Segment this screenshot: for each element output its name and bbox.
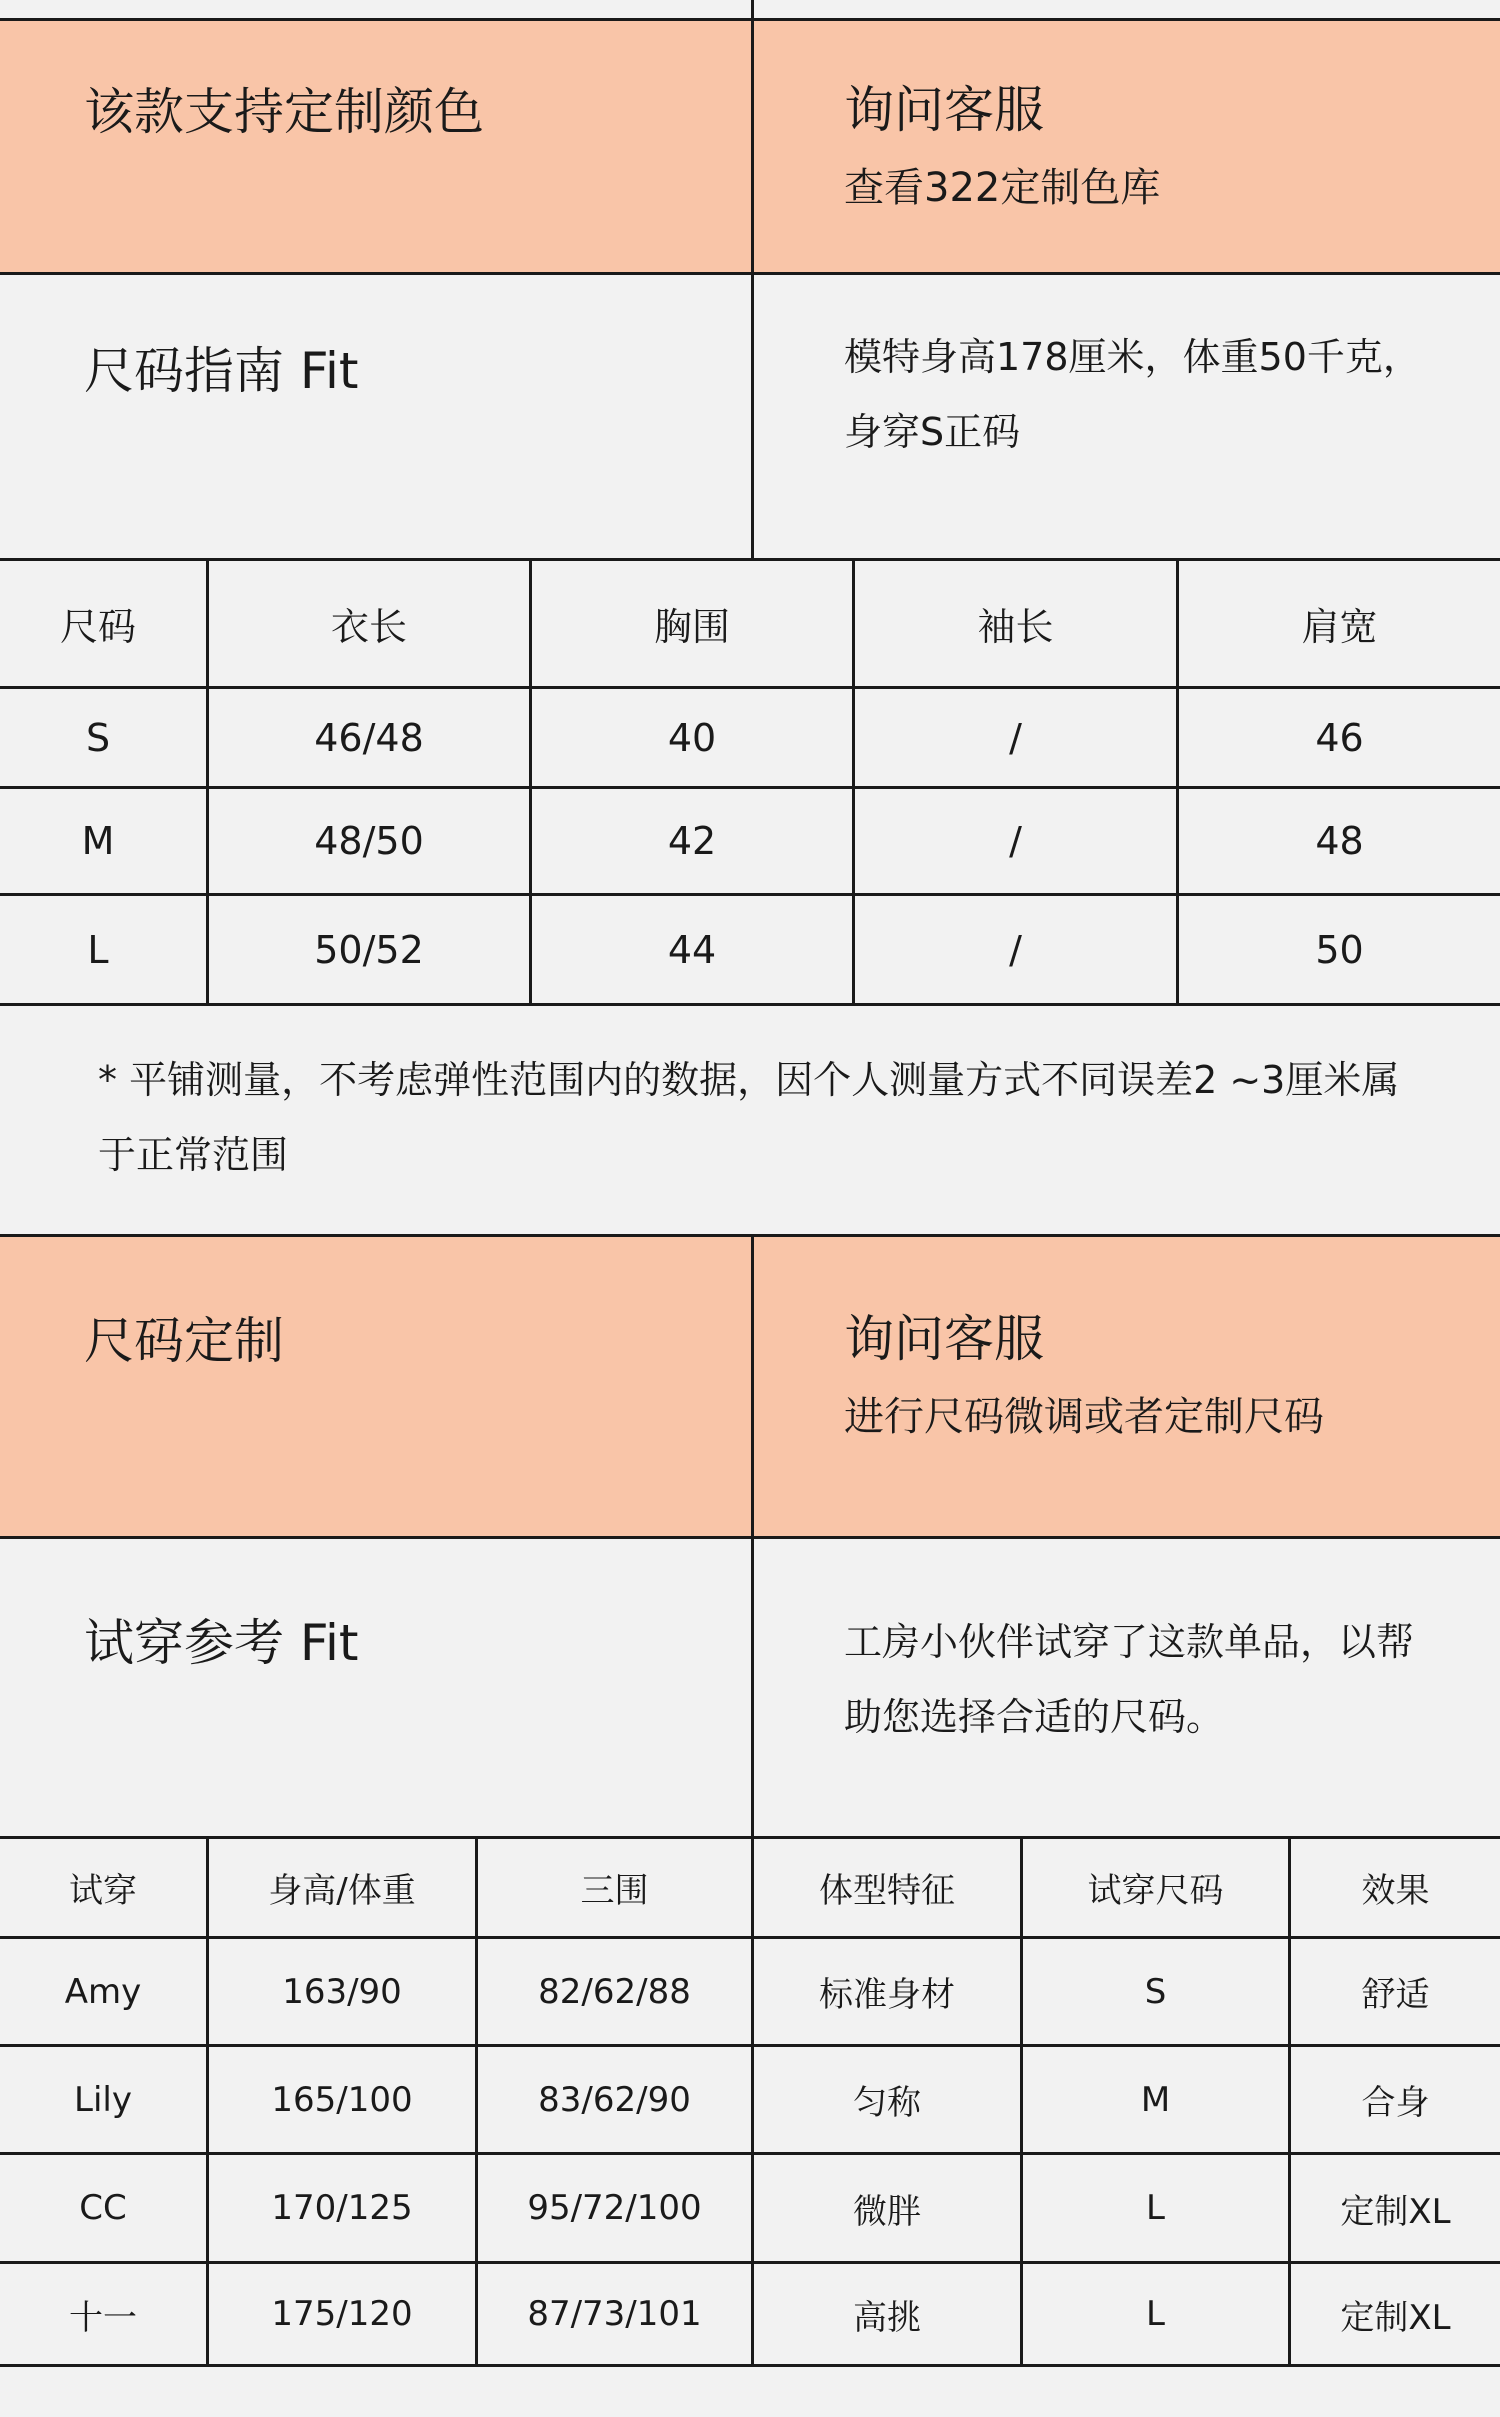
try-table-cell: L xyxy=(1146,2294,1165,2334)
divider xyxy=(0,2364,1500,2367)
size-table-cell: 48/50 xyxy=(314,819,424,863)
size-table-cell: 42 xyxy=(667,819,717,863)
custom-size-section-bg xyxy=(0,1237,1500,1536)
ask-service-title[interactable]: 询问客服 xyxy=(844,1310,1044,1368)
model-note: 模特身高178厘米，体重50千克，身穿S正码 xyxy=(844,335,1421,454)
divider xyxy=(751,1234,754,1839)
size-table-cell: / xyxy=(1009,715,1022,760)
size-table-cell: M xyxy=(81,819,115,863)
size-table-header: 袖长 xyxy=(977,605,1054,649)
try-table-cell: 定制XL xyxy=(1340,2297,1451,2338)
try-table-cell: 95/72/100 xyxy=(527,2188,702,2228)
size-table-cell: 40 xyxy=(667,715,717,760)
size-table-cell: / xyxy=(1009,927,1022,972)
divider xyxy=(0,272,1500,275)
try-table-cell: 舒适 xyxy=(1361,1975,1430,2015)
size-table-cell: S xyxy=(85,715,111,760)
size-table-header: 胸围 xyxy=(653,605,730,649)
try-table-header: 身高/体重 xyxy=(268,1871,416,1911)
try-table-cell: 十一 xyxy=(69,2297,137,2338)
try-table-cell: 87/73/101 xyxy=(527,2294,702,2334)
try-table-cell: Lily xyxy=(74,2079,132,2120)
try-table-cell: 83/62/90 xyxy=(538,2079,691,2120)
try-on-title: 试穿参考 Fit xyxy=(84,1614,359,1672)
try-table-header: 效果 xyxy=(1361,1871,1430,1911)
size-table-cell: 50 xyxy=(1315,927,1364,972)
color-library-link[interactable]: 查看322定制色库 xyxy=(844,165,1161,211)
size-table-cell: 50/52 xyxy=(314,927,424,972)
try-table-cell: CC xyxy=(79,2188,127,2228)
divider xyxy=(0,18,1500,21)
try-on-note: 工房小伙伴试穿了这款单品，以帮助您选择合适的尺码。 xyxy=(844,1620,1415,1739)
try-table-cell: S xyxy=(1144,1971,1167,2012)
size-table-cell: 46/48 xyxy=(314,715,424,760)
try-table-cell: 82/62/88 xyxy=(538,1971,691,2012)
size-guide-title: 尺码指南 Fit xyxy=(84,342,359,400)
try-table-cell: M xyxy=(1140,2079,1171,2120)
size-table-cell: / xyxy=(1009,819,1022,863)
try-table-cell: Amy xyxy=(64,1971,142,2012)
measurement-note: * 平铺测量，不考虑弹性范围内的数据，因个人测量方式不同误差2 ~3厘米属于正常范围 xyxy=(98,1058,1400,1177)
size-table-header: 尺码 xyxy=(59,605,136,649)
size-table-cell: L xyxy=(87,927,109,972)
try-table-cell: L xyxy=(1146,2188,1165,2228)
try-table-cell: 高挑 xyxy=(853,2297,921,2338)
try-table-cell: 匀称 xyxy=(853,2083,921,2123)
custom-color-title: 该款支持定制颜色 xyxy=(84,83,484,141)
size-adjust-link[interactable]: 进行尺码微调或者定制尺码 xyxy=(844,1394,1324,1440)
try-table-cell: 163/90 xyxy=(282,1971,402,2012)
try-table-cell: 标准身材 xyxy=(819,1975,955,2015)
divider xyxy=(751,0,754,560)
try-table-header: 试穿尺码 xyxy=(1087,1871,1224,1911)
try-table-cell: 定制XL xyxy=(1340,2191,1451,2232)
try-table-cell: 165/100 xyxy=(271,2079,413,2120)
try-table-cell: 175/120 xyxy=(271,2294,413,2334)
divider xyxy=(0,1003,1500,1006)
size-table-header: 衣长 xyxy=(330,605,407,649)
try-table-cell: 微胖 xyxy=(853,2191,921,2232)
try-table-header: 试穿 xyxy=(69,1871,137,1911)
custom-size-title: 尺码定制 xyxy=(84,1312,284,1370)
size-table-cell: 48 xyxy=(1315,819,1364,863)
try-table-cell: 合身 xyxy=(1361,2083,1430,2123)
size-table-header: 肩宽 xyxy=(1301,605,1378,649)
size-table-cell: 46 xyxy=(1315,715,1364,760)
color-section-bg xyxy=(0,20,1500,273)
size-table-cell: 44 xyxy=(667,927,717,972)
ask-service-title[interactable]: 询问客服 xyxy=(844,81,1044,139)
try-table-header: 体型特征 xyxy=(819,1871,955,1911)
divider xyxy=(0,1536,1500,1539)
try-table-header: 三围 xyxy=(580,1871,649,1911)
try-table-cell: 170/125 xyxy=(271,2188,413,2228)
